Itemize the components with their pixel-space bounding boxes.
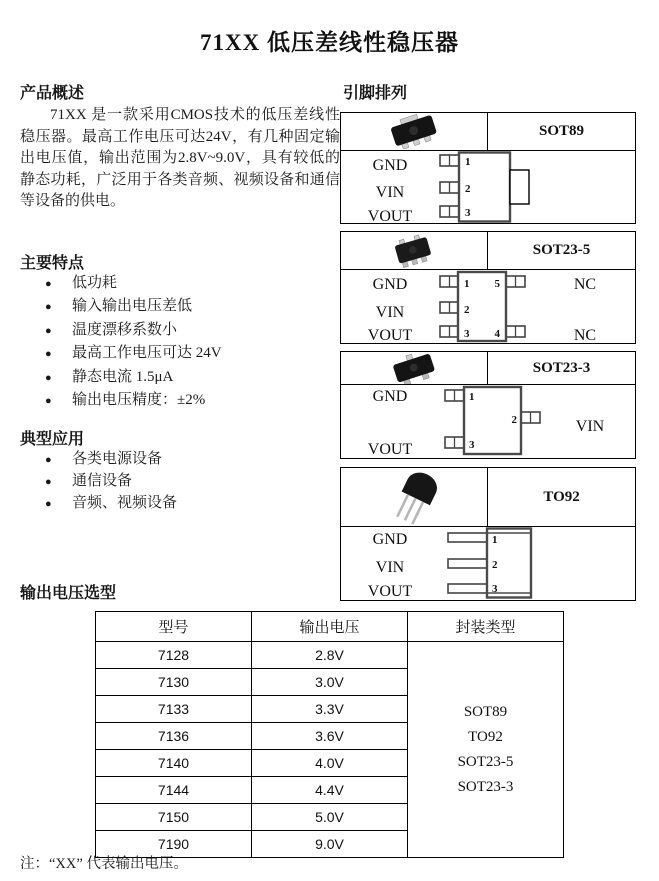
pin-leads [440, 155, 459, 217]
model-cell: 7133 [96, 696, 252, 723]
voltage-cell: 2.8V [252, 642, 408, 669]
to92-package-box [340, 467, 636, 601]
pin-label-vout: VOUT [367, 208, 413, 223]
table-header-row [96, 612, 564, 642]
sot23-3-package-box [340, 351, 636, 459]
bullet-icon: ● [45, 348, 52, 361]
model-cell: 7128 [96, 642, 252, 669]
pin-number-5: 5 [494, 278, 500, 290]
sot23-5-package-box [340, 231, 636, 344]
pin-number-2: 2 [465, 183, 471, 195]
sot23-3-chip-photo [354, 353, 474, 384]
feature-text: 输出电压精度：±2% [72, 392, 206, 409]
pin-label-vin: VIN [375, 559, 405, 576]
model-cell: 7130 [96, 669, 252, 696]
voltage-cell: 5.0V [252, 804, 408, 831]
overview-heading: 产品概述 [20, 85, 85, 102]
bullet-icon: ● [45, 476, 52, 488]
sot23-5-chip-photo [354, 233, 474, 268]
pin-label-vin: VIN [575, 418, 605, 435]
pin-label-gnd: GND [372, 276, 408, 293]
pin-number-2: 2 [464, 304, 470, 316]
voltage-cell: 3.0V [252, 669, 408, 696]
sot89-chip-photo [354, 114, 474, 149]
voltage-cell: 4.4V [252, 777, 408, 804]
sot89-photo-cell [341, 113, 488, 150]
sot23-3-pin-diagram [341, 385, 635, 458]
list-item [20, 319, 338, 342]
model-cell: 7144 [96, 777, 252, 804]
pin-number-1: 1 [492, 534, 498, 546]
sot89-package-name: SOT89 [539, 123, 585, 139]
sot89-pin-diagram [341, 151, 635, 223]
features-heading: 主要特点 [20, 255, 85, 272]
pin-number-1: 1 [464, 278, 470, 290]
bullet-icon: ● [45, 454, 52, 466]
pin-number-2: 2 [492, 559, 498, 571]
list-item [20, 389, 338, 412]
feature-text: 温度漂移系数小 [72, 321, 178, 338]
list-item [20, 342, 338, 365]
pin-leads [448, 533, 488, 593]
col-header-model: 型号 [96, 612, 252, 642]
pin-number-3: 3 [465, 207, 471, 219]
footnote: 注：“XX” 代表输出电压。 [20, 856, 188, 872]
pin-label-vin: VIN [375, 184, 405, 201]
sot89-package-box [340, 112, 636, 224]
overview-paragraph: 71XX 是一款采用CMOS技术的低压差线性稳压器。最高工作电压可达24V，有几种固定输出电压值，输出范围为2.8V~9.0V，具有较低的静态功耗，广泛用于各类音频、视频设备和通信等设备的供电。 [20, 107, 340, 209]
to92-header [341, 468, 635, 527]
sot23-3-package-name: SOT23-3 [532, 359, 591, 376]
feature-text: 最高工作电压可达 24V [72, 345, 222, 362]
sot23-5-photo-cell [341, 232, 488, 269]
pinout-heading: 引脚排列 [343, 85, 408, 102]
pin-number-1: 1 [469, 391, 475, 403]
application-text: 通信设备 [72, 473, 133, 489]
pin-number-1: 1 [465, 156, 471, 168]
list-item [20, 449, 338, 471]
bullet-icon: ● [45, 498, 52, 510]
sot23-3-header [341, 352, 635, 385]
to92-chip-photo [354, 470, 474, 525]
sot23-5-header [341, 232, 635, 270]
model-cell: 7136 [96, 723, 252, 750]
feature-text: 输入输出电压差低 [72, 298, 193, 315]
package-types-cell [408, 642, 564, 858]
pin-label-nc-bottom: NC [573, 327, 597, 343]
pin-number-3: 3 [492, 583, 498, 595]
pin-number-2: 2 [511, 414, 517, 426]
to92-pin-diagram [341, 527, 635, 599]
pin-number-3: 3 [469, 439, 475, 451]
voltage-cell: 4.0V [252, 750, 408, 777]
selection-heading: 输出电压选型 [20, 585, 117, 602]
sot23-5-pin-diagram [341, 270, 635, 343]
sot89-tab [510, 170, 529, 204]
applications-list [20, 449, 338, 515]
bullet-icon: ● [45, 301, 52, 314]
feature-text: 静态电流 1.5μA [72, 368, 174, 385]
pin-label-vout: VOUT [367, 327, 413, 343]
package-type: SOT89 [463, 703, 508, 720]
bullet-icon: ● [45, 371, 52, 384]
col-header-package: 封装类型 [408, 612, 564, 642]
bullet-icon: ● [45, 278, 52, 290]
package-type: SOT23-5 [457, 753, 514, 770]
model-cell: 7190 [96, 831, 252, 858]
model-cell: 7140 [96, 750, 252, 777]
sot23-3-photo-cell [341, 352, 488, 384]
pin-label-vin: VIN [375, 304, 405, 321]
list-item [20, 493, 338, 515]
feature-text: 低功耗 [72, 275, 118, 291]
bullet-icon: ● [45, 395, 52, 408]
voltage-cell: 3.3V [252, 696, 408, 723]
pin-label-vout: VOUT [367, 583, 413, 599]
package-type: TO92 [468, 728, 503, 745]
voltage-selection-table [95, 611, 564, 858]
applications-heading: 典型应用 [20, 431, 85, 448]
package-type: SOT23-3 [457, 778, 514, 795]
bullet-icon: ● [45, 324, 52, 337]
pin-label-gnd: GND [372, 157, 408, 174]
pin-number-4: 4 [494, 328, 500, 340]
application-text: 音频、视频设备 [72, 495, 178, 511]
pin-label-gnd: GND [372, 388, 408, 405]
sot89-header [341, 113, 635, 151]
page-title: 71XX 低压差线性稳压器 [200, 30, 459, 55]
pin-label-gnd: GND [372, 531, 408, 548]
features-list [20, 272, 338, 412]
pin-number-3: 3 [464, 328, 470, 340]
pin-label-vout: VOUT [367, 441, 413, 458]
pin-label-nc-top: NC [573, 276, 597, 293]
application-text: 各类电源设备 [72, 451, 163, 467]
list-item [20, 366, 338, 389]
col-header-voltage: 输出电压 [252, 612, 408, 642]
voltage-cell: 3.6V [252, 723, 408, 750]
sot23-5-package-name: SOT23-5 [532, 242, 591, 258]
to92-package-name: TO92 [543, 488, 580, 505]
to92-photo-cell [341, 468, 488, 526]
list-item [20, 272, 338, 295]
voltage-cell: 9.0V [252, 831, 408, 858]
list-item [20, 295, 338, 318]
model-cell: 7150 [96, 804, 252, 831]
table-row [96, 642, 564, 669]
list-item [20, 471, 338, 493]
